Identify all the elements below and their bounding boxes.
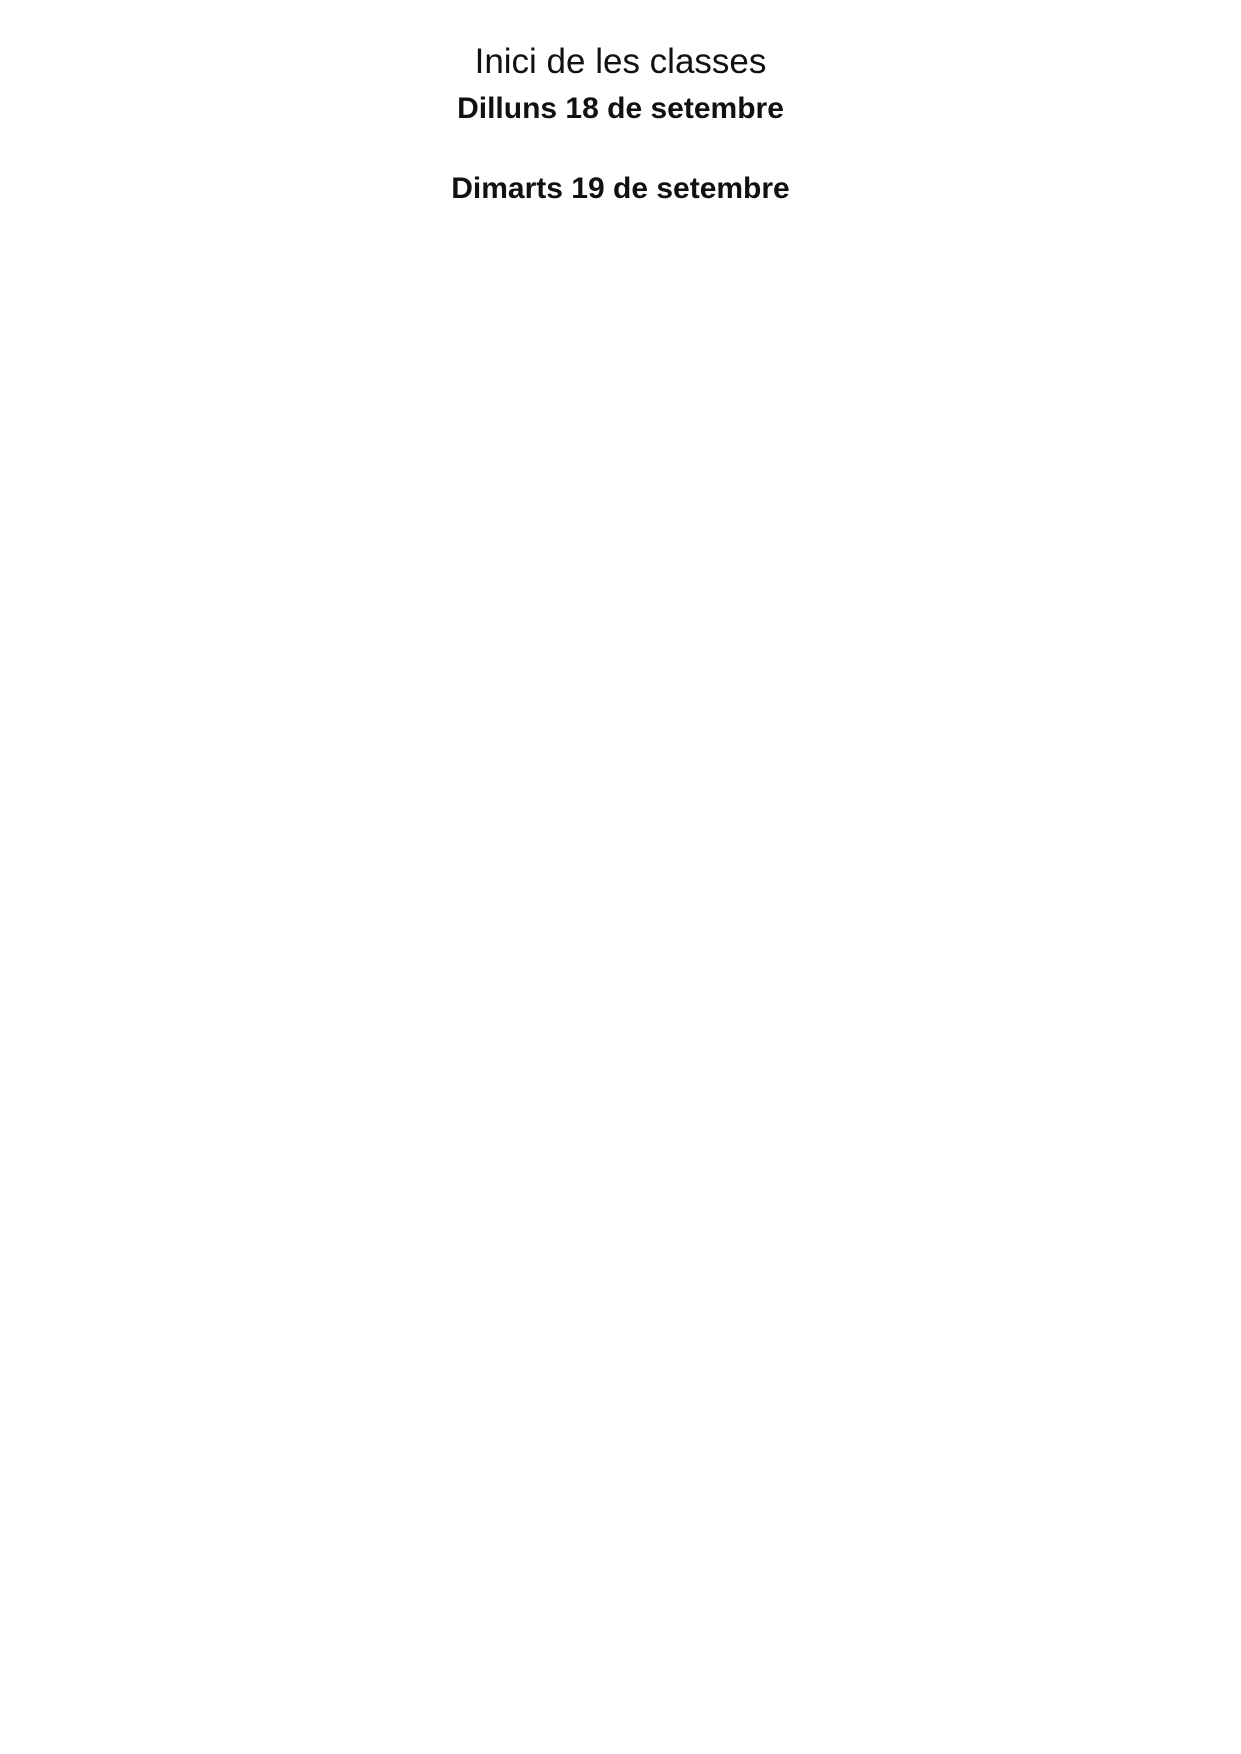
day-heading-tuesday: Dimarts 19 de setembre	[451, 172, 790, 205]
schedule-tuesday	[0, 172, 1241, 218]
day-heading-monday: Dilluns 18 de setembre	[457, 92, 784, 125]
schedule-monday	[0, 92, 1241, 138]
document-title: Inici de les classes	[474, 42, 767, 81]
